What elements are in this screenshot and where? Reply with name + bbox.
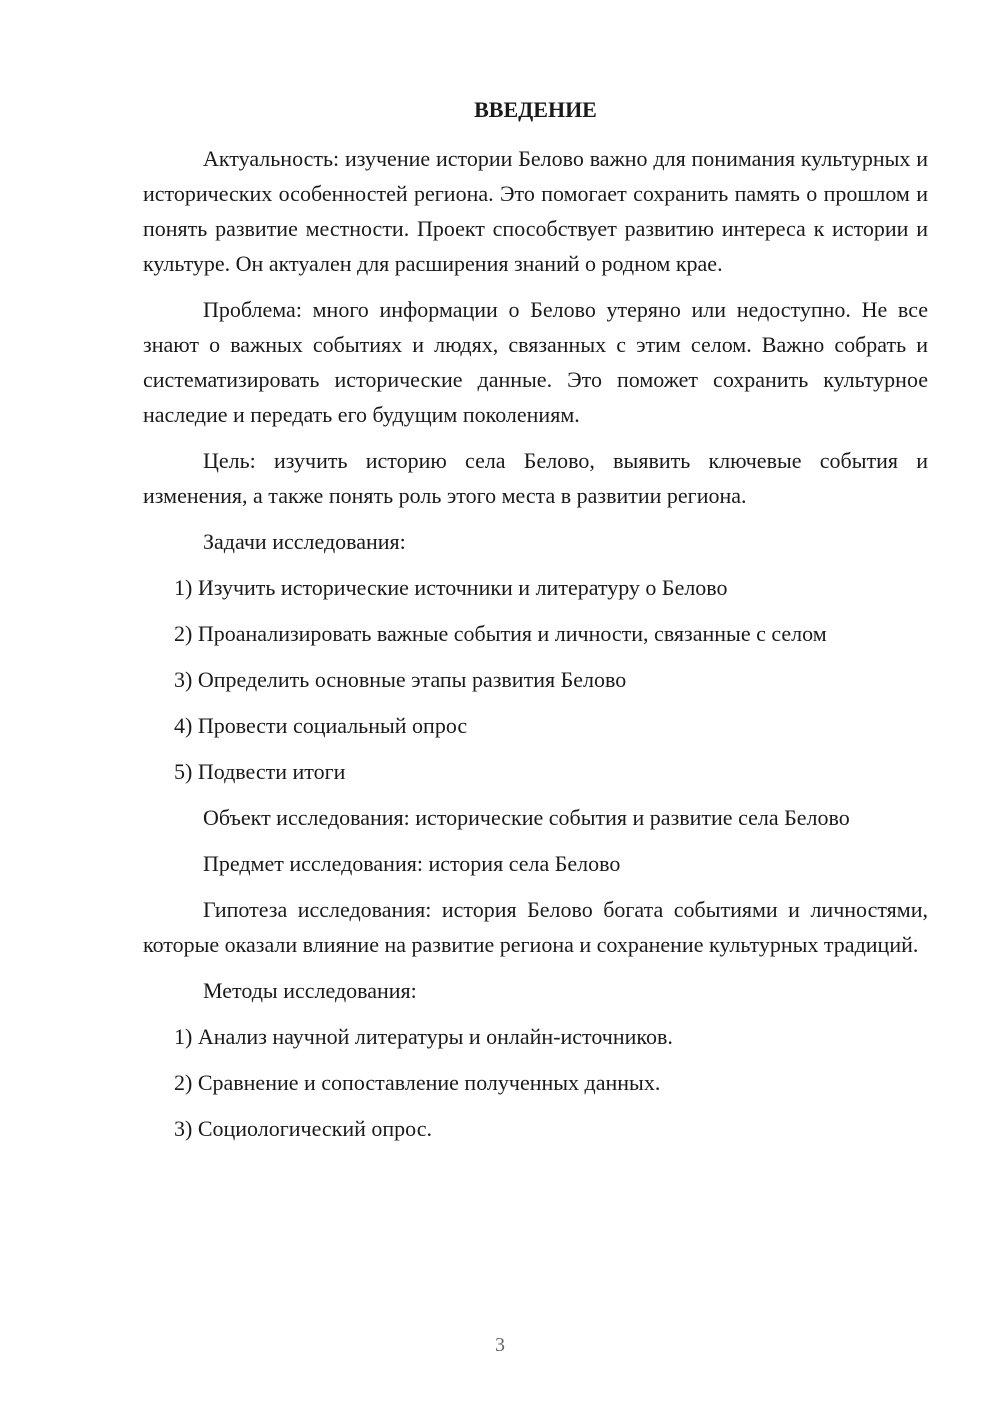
task-item: 5) Подвести итоги — [174, 759, 346, 784]
page-title: ВВЕДЕНИЕ — [474, 97, 597, 122]
hypothesis-paragraph: Гипотеза исследования: история Белово богата событиями и личностями, которые оказали влияние на развитие региона и сохранение культурных традиций. — [143, 897, 928, 957]
subject-paragraph: Предмет исследования: история села Белово — [203, 851, 621, 876]
methods-title: Методы исследования: — [203, 978, 417, 1003]
task-item: 2) Проанализировать важные события и личности, связанные с селом — [174, 621, 827, 646]
document-page — [143, 95, 928, 1157]
goal-paragraph: Цель: изучить историю села Белово, выявить ключевые события и изменения, а также понять роль этого места в развитии региона. — [143, 448, 928, 508]
relevance-paragraph: Актуальность: изучение истории Белово важно для понимания культурных и исторических особенностей региона. Это помогает сохранить память о прошлом и понять развитие местности. Проект способствует развитию интереса к истории и культуре. Он актуален для расширения знаний о родном крае. — [143, 146, 928, 276]
problem-paragraph: Проблема: много информации о Белово утеряно или недоступно. Не все знают о важных событиях и людях, связанных с этим селом. Важно собрать и систематизировать исторические данные. Это поможет сохранить культурное наследие и передать его будущим поколениям. — [143, 297, 928, 427]
method-item: 2) Сравнение и сопоставление полученных данных. — [174, 1070, 661, 1095]
object-paragraph: Объект исследования: исторические события и развитие села Белово — [203, 805, 850, 830]
task-item: 1) Изучить исторические источники и литературу о Белово — [174, 575, 728, 600]
task-item: 4) Провести социальный опрос — [174, 713, 468, 738]
method-item: 3) Социологический опрос. — [174, 1116, 432, 1141]
page-number: 3 — [495, 1334, 505, 1356]
task-item: 3) Определить основные этапы развития Белово — [174, 667, 627, 692]
method-item: 1) Анализ научной литературы и онлайн-источников. — [174, 1024, 673, 1049]
tasks-title: Задачи исследования: — [203, 529, 406, 554]
